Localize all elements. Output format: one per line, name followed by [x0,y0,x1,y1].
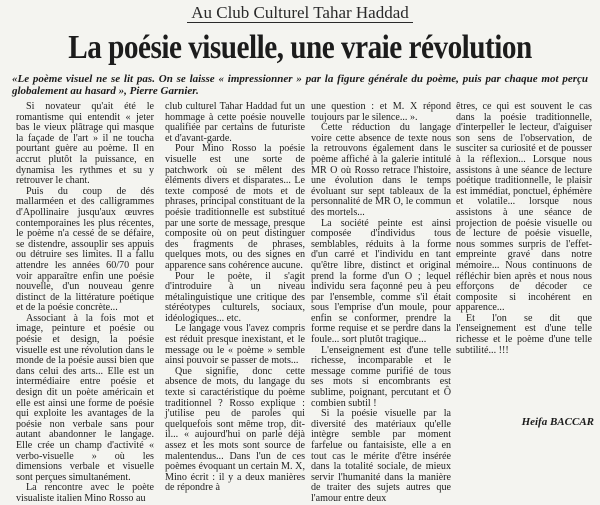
article-column-3 [311,102,451,505]
paragraph: Puis du coup de dés mallarméen et des calligrammes d'Apollinaire jusqu'aux œuvres contemporaines les plus récentes, le poème n'a cessé de se défaire, se distendre, assouplir ses appuis ou détruire ses limites. Il a fallu attendre les années 60/70 pour voir apparaître enfin une poésie nouvelle, d'un nouveau genre distinct de la littérature poétique et de la poésie concrète... [16,185,154,314]
article-column-2 [165,102,305,494]
article-column-1 [16,102,154,505]
paragraph: Associant à la fois mot et image, peinture et poésie ou poésie et design, la poésie visuelle est une révolution dans le monde de la poésie aussi bien que dans celui des arts... Elle est un intermédiaire entre poésie et design dit un poète américain et elle est ainsi une forme de poésie qui exploite les avantages de la poésie non verbale sans pour autant abandonner le langage. Elle crée un champ d'activité « verbo-visuelle » où les dimensions verbale et visuelle sont perçues simultanément. [16,312,154,483]
paragraph: Le langage vous l'avez compris est réduit presque inexistant, et le message ou le « poème » semble ainsi pouvoir se passer de mots... [165,323,305,367]
paragraph: La société peinte est ainsi composée d'individus tous semblables, réduits à la forme d'un carré et l'individu en tant qu'être libre, distinct et original prend la forme d'un O ; lequel individu sera façonné peu à peu par l'ensemble, comme s'il était sous l'emprise d'un moule, pour enfin se conformer, prendre la forme requise et se perdre dans la foule... sort plutôt tragique... [311,217,451,346]
author-signature: Heifa BACCAR [521,416,594,428]
paragraph: Que signifie, donc cette absence de mots, du langage du texte si caractéristique du poème traditionnel ? Rosso explique : j'utilise peu de paroles qui quelquefois sont même trop, dit-il... « aujourd'hui on parle déjà assez et les mots sont source de malentendus... Dans l'un de ces poèmes évoquant un certain M. X, Mino écrit : il y a deux manières de répondre à [165,365,305,494]
paragraph: êtres, ce qui est souvent le cas dans la poésie traditionnelle, d'interpeller le lecteur, d'aiguiser son sens de l'observation, de susciter sa curiosité et de pousser à la réflexion... Lorsque nous assistons à une séance de lecture poétique traditionnelle, le plaisir est immédiat, ponctuel, éphémère et volatile... lorsque nous assistons à une séance de projection de poésie visuelle ou de lecture de poésie visuelle, nous sommes surpris de l'effet-empreinte gravé dans notre mémoire... Nous continuons de réfléchir bien après et nous nous efforçons de décoder ce composite si incohérent en apparence... [456,101,592,314]
paragraph: Pour Mino Rosso la poésie visuelle est une sorte de patchwork où se mêlent des éléments divers et disparates... Le texte composé de mots et de phrases, principal constituant de la poésie traditionnelle est substitué par une sorte de message, presque composite où on peut distinguer des fragments de phrases, quelques mots, ou des signes en apparence sans cohérence aucune. [165,143,305,271]
article-lede-quote: «Le poème visuel ne se lit pas. On se laisse « impressionner » par la figure générale du poème, puis par chaque mot perçu globalement au hasard », Pierre Garnier. [12,73,588,98]
paragraph: La rencontre avec le poète visualiste italien Mino Rosso au [16,482,154,504]
kicker-text: Au Club Culturel Tahar Haddad [187,3,413,23]
paragraph: club culturel Tahar Haddad fut un hommage à cette poésie nouvelle qualifiée par certains de futuriste et d'avant-garde. [165,101,305,144]
paragraph: Si novateur qu'ait été le romantisme qui entendit « jeter bas le vieux plâtrage qui masque la façade de l'art » il ne toucha pourtant guère au poème. Il en accrut plutôt la puissance, en dynamisa les rythmes et su y retrouver le chant. [16,101,154,187]
article-column-4 [456,102,592,356]
article-headline: La poésie visuelle, une vraie révolution [68,29,532,66]
paragraph: Et l'on se dit que l'enseignement est d'une telle richesse et le poème d'une telle subtilité... !!! [456,312,592,356]
paragraph: Cette réduction du langage voire cette absence de texte nous la retrouvons également dans le poème affiché à la galerie intitulé MR O où Rosso retrace l'histoire, une évolution dans le temps évoluant sur sept tableaux de la personnalité de MR O, le commun des mortels... [311,122,451,218]
paragraph: L'enseignement est d'une telle richesse, incomparable et le message comme purifié de tous ses mots si encombrants est sublime, poignant, percutant et Ô combien subtil ! [311,344,451,409]
article-kicker [0,3,600,23]
paragraph: Si la poésie visuelle par la diversité des matériaux qu'elle intègre semble par moment farfelue ou fantaisiste, elle a en tout cas le mérite d'être insérée dans la totalité sociale, de mieux servir l'humanité dans la manière de traiter des sujets autres que l'amour entre deux [311,408,451,504]
paragraph: Pour le poète, il s'agit d'introduire à un niveau métalinguistique une critique des stéréotypes culturels, sociaux, idéologiques... etc. [165,270,305,324]
paragraph: une question : et M. X répond toujours par le silence... ». [311,101,451,123]
